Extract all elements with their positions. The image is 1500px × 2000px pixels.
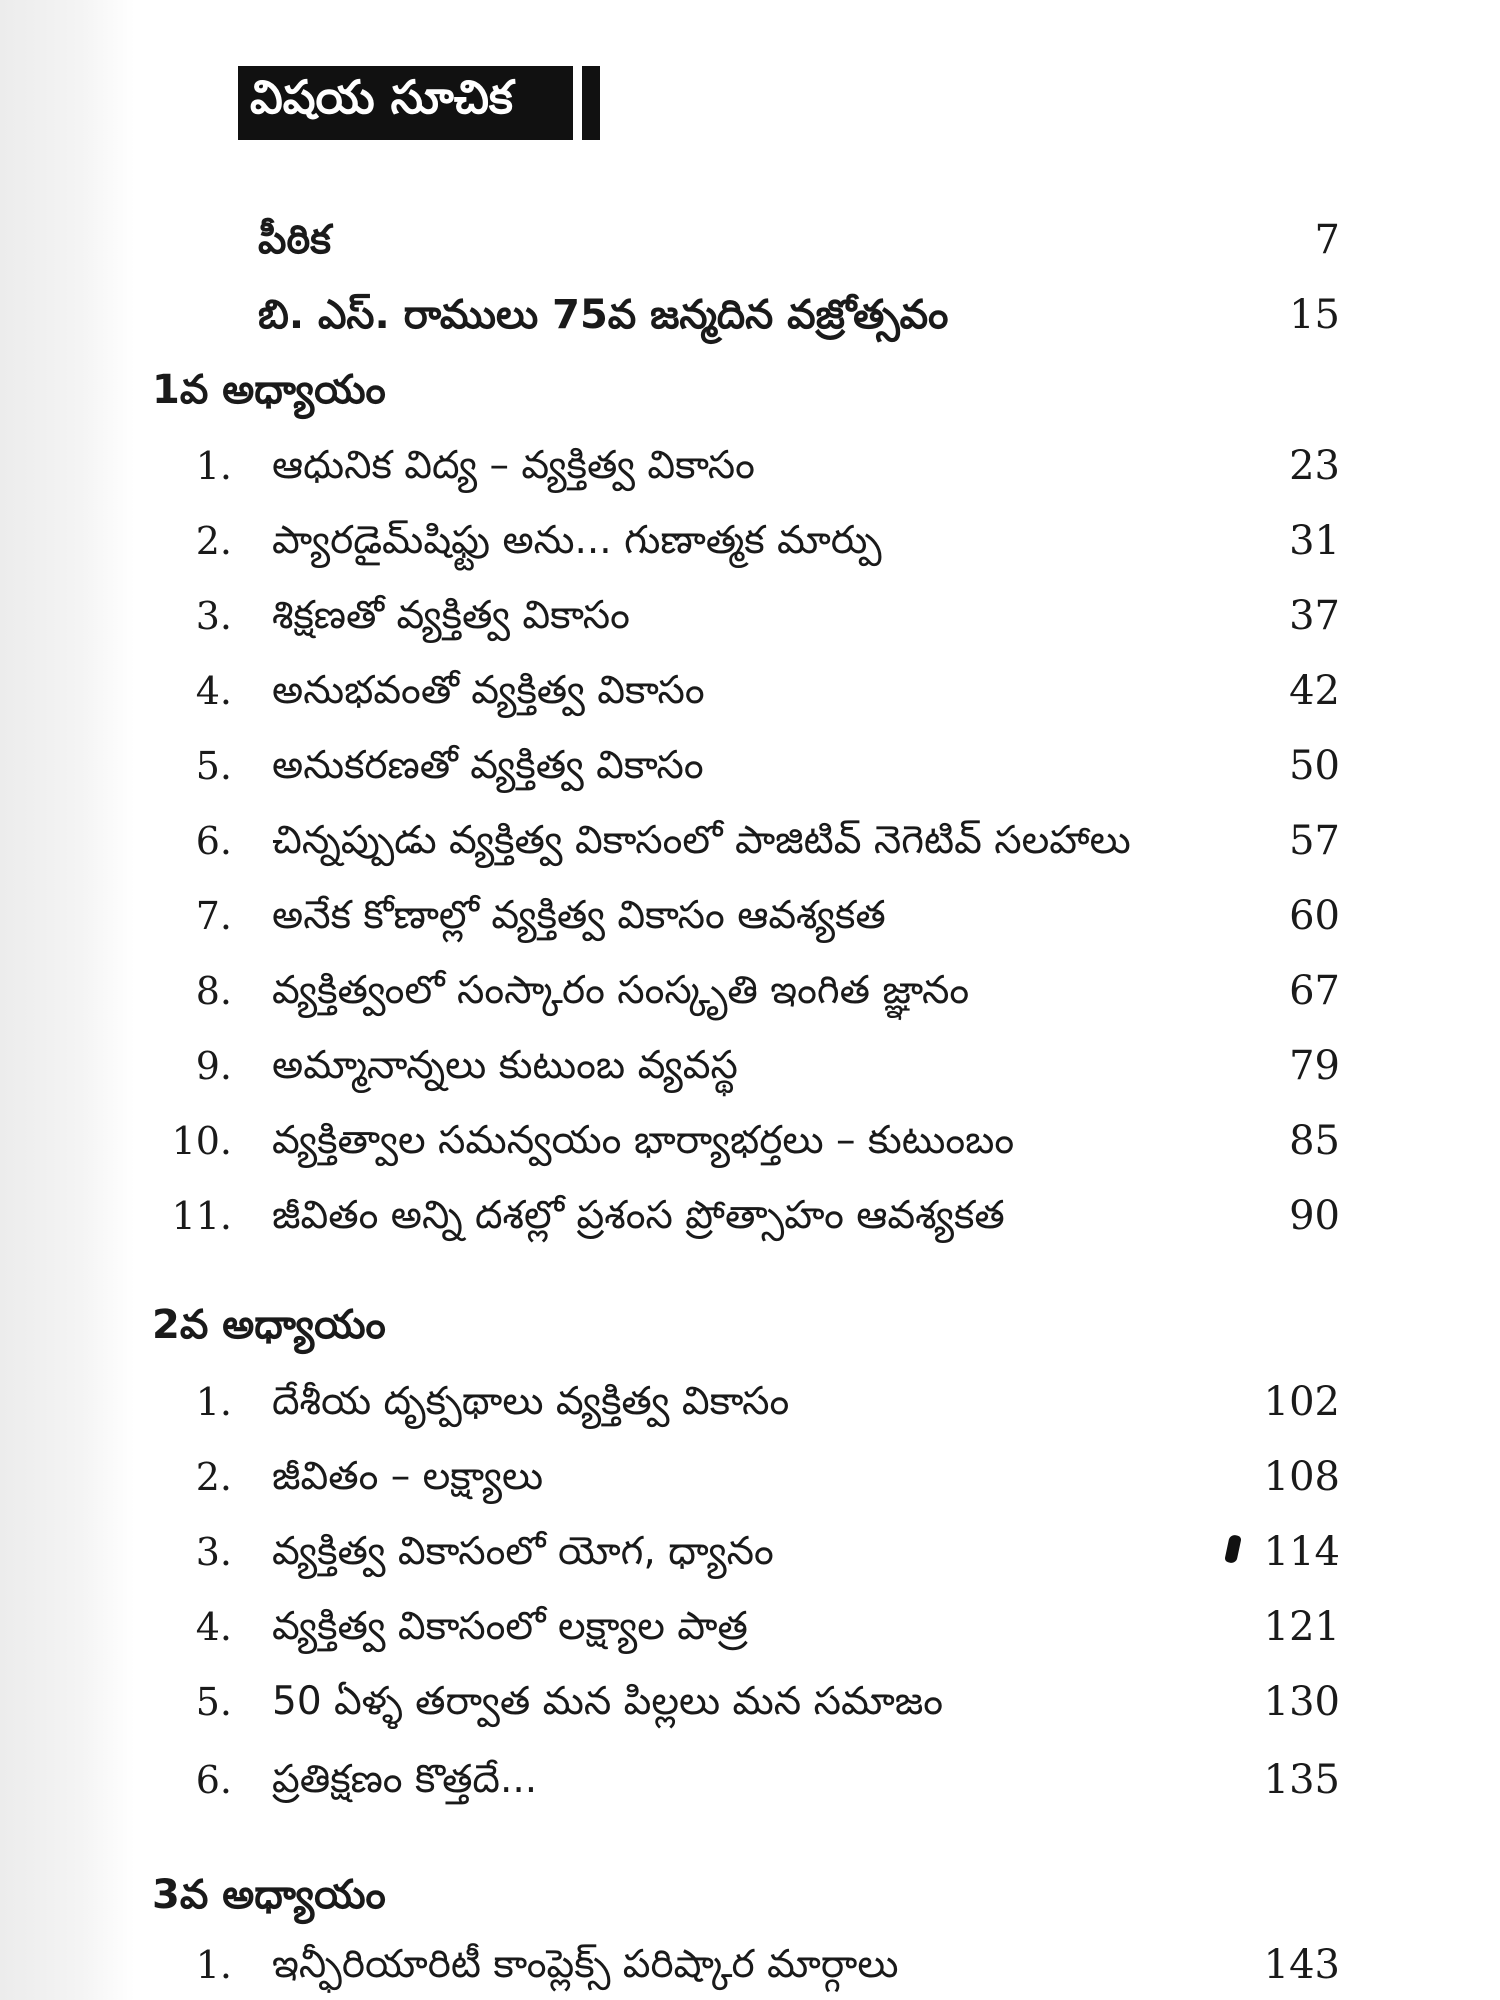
toc-entry-number: 8.	[195, 969, 232, 1013]
toc-entry-title: జీవితం అన్ని దశల్లో ప్రశంస ప్రోత్సాహం ఆవశ్యకత	[272, 1193, 1005, 1238]
toc-entry-title: అనుభవంతో వ్యక్తిత్వ వికాసం	[272, 668, 705, 713]
toc-entry	[0, 511, 1500, 571]
toc-entry	[0, 1036, 1500, 1096]
toc-entry-jubilee	[0, 285, 1500, 345]
toc-entry-page: 143	[1263, 1942, 1340, 1988]
toc-entry-page: 121	[1263, 1604, 1340, 1650]
toc-entry-page: 57	[1289, 818, 1340, 864]
toc-entry-number: 11.	[171, 1194, 232, 1238]
toc-entry-title: పీఠిక	[258, 217, 332, 263]
toc-entry-page: 42	[1289, 668, 1340, 714]
toc-entry	[0, 1750, 1500, 1810]
toc-entry-title: అనేక కోణాల్లో వ్యక్తిత్వ వికాసం ఆవశ్యకత	[272, 893, 886, 938]
toc-entry-title: వ్యక్తిత్వ వికాసంలో యోగ, ధ్యానం	[272, 1529, 774, 1574]
toc-entry	[0, 811, 1500, 871]
toc-entry	[0, 436, 1500, 496]
toc-entry-title: అనుకరణతో వ్యక్తిత్వ వికాసం	[272, 743, 704, 788]
toc-entry-number: 6.	[195, 1758, 232, 1802]
toc-entry-page: 135	[1263, 1757, 1340, 1803]
toc-entry-title: వ్యక్తిత్వ వికాసంలో లక్ష్యాల పాత్ర	[272, 1604, 748, 1649]
toc-entry-title: వ్యక్తిత్వాల సమన్వయం భార్యాభర్తలు – కుటుంబం	[272, 1118, 1015, 1163]
toc-entry	[0, 586, 1500, 646]
toc-entry-page: 50	[1289, 743, 1340, 789]
toc-entry	[0, 1447, 1500, 1507]
toc-entry-number: 4.	[195, 1605, 232, 1649]
toc-entry-page: 90	[1289, 1193, 1340, 1239]
chapter-heading: 1వ అధ్యాయం	[152, 367, 386, 413]
toc-entry	[0, 1522, 1500, 1582]
toc-entry-page: 31	[1289, 518, 1340, 564]
toc-entry-number: 1.	[195, 444, 232, 488]
title-bar-accent	[582, 66, 600, 140]
toc-entry-number: 9.	[195, 1044, 232, 1088]
toc-entry-page: 130	[1263, 1679, 1340, 1725]
toc-entry	[0, 1935, 1500, 1995]
toc-entry-number: 2.	[195, 1455, 232, 1499]
toc-entry-title: ఆధునిక విద్య – వ్యక్తిత్వ వికాసం	[272, 443, 755, 488]
page-title: విషయ సూచిక	[238, 66, 573, 140]
toc-entry-page: 7	[1314, 217, 1340, 263]
toc-entry-number: 2.	[195, 519, 232, 563]
toc-entry-page: 15	[1289, 292, 1340, 338]
toc-entry-title: అమ్మానాన్నలు కుటుంబ వ్యవస్థ	[272, 1043, 738, 1088]
toc-entry-title: బి. ఎస్. రాములు 75వ జన్మదిన వజ్రోత్సవం	[258, 292, 949, 338]
toc-entry-page: 108	[1263, 1454, 1340, 1500]
toc-entry	[0, 1372, 1500, 1432]
toc-entry-page: 85	[1289, 1118, 1340, 1164]
toc-entry-title: జీవితం – లక్ష్యాలు	[272, 1454, 544, 1499]
toc-entry	[0, 1111, 1500, 1171]
toc-entry-page: 102	[1263, 1379, 1340, 1425]
toc-entry	[0, 886, 1500, 946]
toc-entry-number: 3.	[195, 594, 232, 638]
toc-entry	[0, 1186, 1500, 1246]
toc-entry-number: 6.	[195, 819, 232, 863]
toc-entry-title: ప్యారడైమ్‌షిఫ్టు అను... గుణాత్మక మార్పు	[272, 518, 882, 563]
chapter-heading: 3వ అధ్యాయం	[152, 1872, 386, 1918]
toc-entry-title: చిన్నప్పుడు వ్యక్తిత్వ వికాసంలో పాజిటివ్ నెగెటివ్ సలహాలు	[272, 818, 1131, 863]
toc-entry-number: 1.	[195, 1943, 232, 1987]
toc-entry	[0, 1597, 1500, 1657]
toc-entry-number: 4.	[195, 669, 232, 713]
toc-entry	[0, 961, 1500, 1021]
toc-entry-number: 10.	[171, 1119, 232, 1163]
toc-entry-title: ఇన్ఫీరియారిటీ కాంప్లెక్స్ పరిష్కార మార్గాలు	[272, 1942, 899, 1987]
toc-entry-title: శిక్షణతో వ్యక్తిత్వ వికాసం	[272, 593, 630, 638]
toc-entry-page: 79	[1289, 1043, 1340, 1089]
toc-entry-number: 5.	[195, 744, 232, 788]
chapter-heading: 2వ అధ్యాయం	[152, 1302, 386, 1348]
toc-entry-number: 5.	[195, 1680, 232, 1724]
toc-entry-number: 3.	[195, 1530, 232, 1574]
toc-entry-number: 7.	[195, 894, 232, 938]
toc-entry	[0, 736, 1500, 796]
toc-entry-page: 114	[1263, 1529, 1340, 1575]
toc-entry-number: 1.	[195, 1380, 232, 1424]
toc-entry-title: 50 ఏళ్ళ తర్వాత మన పిల్లలు మన సమాజం	[272, 1679, 944, 1724]
toc-entry-page: 60	[1289, 893, 1340, 939]
toc-entry-page: 67	[1289, 968, 1340, 1014]
toc-entry-title: వ్యక్తిత్వంలో సంస్కారం సంస్కృతి ఇంగిత జ్ఞానం	[272, 968, 970, 1013]
toc-entry-title: దేశీయ దృక్పథాలు వ్యక్తిత్వ వికాసం	[272, 1379, 790, 1424]
toc-entry-preface	[0, 210, 1500, 270]
toc-entry	[0, 661, 1500, 721]
toc-entry-title: ప్రతిక్షణం కొత్తదే...	[272, 1757, 538, 1802]
toc-entry-page: 23	[1289, 443, 1340, 489]
toc-entry	[0, 1672, 1500, 1732]
toc-entry-page: 37	[1289, 593, 1340, 639]
